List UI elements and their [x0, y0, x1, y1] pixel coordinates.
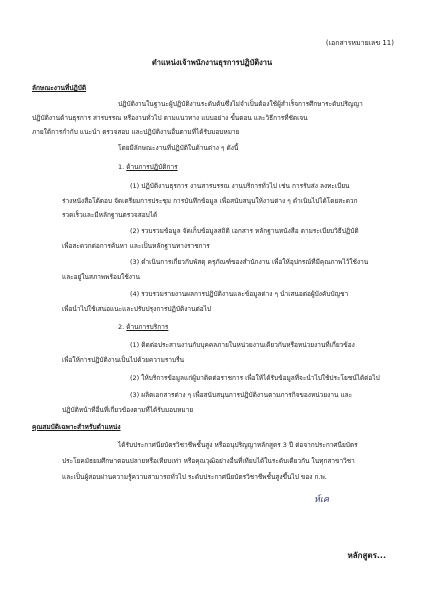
s1-item1-line3: รวดเร็วและมีหลักฐานตรวจสอบได้	[62, 211, 158, 219]
doc-number: (เอกสารหมายเลข 11)	[325, 39, 394, 47]
page-title: ตำแหน่งเจ้าพนักงานธุรการปฏิบัติงาน	[151, 58, 273, 67]
s2-item1-line2: เพื่อให้การปฏิบัติงานเป็นไปด้วยความราบรื่น	[62, 356, 185, 364]
section-2-number: 2.	[118, 323, 125, 331]
s1-item3-line2: และอยู่ในสภาพพร้อมใช้งาน	[62, 273, 140, 281]
intro-line-2: ปฏิบัติงานด้านธุรการ สารบรรณ หรืองานทั่วไป ตามแนวทาง แบบอย่าง ขั้นตอน และวิธีการที่ชัดเจน	[32, 114, 308, 122]
qual-line-1: ได้รับประกาศนียบัตรวิชาชีพชั้นสูง หรืออนุปริญญาหลักสูตร 3 ปี ต่อจากประกาศนียบัตร	[118, 441, 358, 449]
intro-line-3: ภายใต้การกำกับ แนะนำ ตรวจสอบ และปฏิบัติงานอื่นตามที่ได้รับมอบหมาย	[32, 128, 240, 136]
section-1-title: ด้านการปฏิบัติการ	[126, 163, 178, 171]
section-2-title: ด้านการบริการ	[126, 323, 169, 331]
intro-line-1: ปฏิบัติงานในฐานะผู้ปฏิบัติงานระดับต้นซึ่งไม่จำเป็นต้องใช้ผู้สำเร็จการศึกษาระดับปริญญา	[118, 100, 363, 108]
continuation-footer: หลักสูตร...	[347, 551, 386, 560]
section-1-heading	[118, 163, 178, 171]
qual-line-3: และเป็นผู้สอบผ่านความรู้ความสามารถทั่วไป ระดับประกาศนียบัตรวิชาชีพชั้นสูงขึ้นไป ของ ก.พ.	[62, 473, 327, 481]
s2-item3-line2: ปฏิบัติหน้าที่อื่นที่เกี่ยวข้องตามที่ได้รับมอบหมาย	[62, 406, 194, 414]
s1-item4-line1: (4) รวบรวมรายงานผลการปฏิบัติงานและข้อมูลต่าง ๆ นำเสนอต่อผู้บังคับบัญชา	[130, 290, 349, 298]
signature-initials: ห์เค	[314, 495, 330, 505]
s2-item1-line1: (1) ติดต่อประสานงานกับบุคคลภายในหน่วยงานเดียวกันหรือหน่วยงานที่เกี่ยวข้อง	[130, 341, 355, 349]
duties-summary: โดยมีลักษณะงานที่ปฏิบัติในด้านต่าง ๆ ดังนี้	[118, 144, 239, 152]
s1-item4-line2: เพื่อนำไปใช้เสนอแนะและปรับปรุงการปฏิบัติงานต่อไป	[62, 305, 212, 313]
s1-item3-line1: (3) ดำเนินการเกี่ยวกับพัสดุ ครุภัณฑ์ของสำนักงาน เพื่อให้อุปกรณ์ที่มีคุณภาพไว้ใช้งาน	[130, 258, 369, 266]
section-2-heading	[118, 323, 168, 331]
s2-item2-line1: (2) ให้บริการข้อมูลแก่ผู้มาติดต่อราชการ เพื่อให้ได้รับข้อมูลที่จะนำไปใช้ประโยชน์ได้ต่อไป	[130, 374, 380, 382]
s1-item1-line1: (1) ปฏิบัติงานธุรการ งานสารบรรณ งานบริการทั่วไป เช่น การรับส่ง ลงทะเบียน	[130, 182, 350, 190]
s2-item3-line1: (3) ผลิตเอกสารต่าง ๆ เพื่อสนับสนุนการปฏิบัติงานตามภารกิจของหน่วยงาน และ	[130, 391, 353, 399]
s1-item1-line2: ร่างหนังสือโต้ตอบ จัดเตรียมการประชุม การบันทึกข้อมูล เพื่อสนับสนุนให้งานต่าง ๆ ดำเนินไปได้โดยสะดวก	[62, 197, 358, 205]
qual-line-2: ประโยคมัธยมศึกษาตอนปลายหรือเทียบเท่า หรือคุณวุฒิอย่างอื่นที่เทียบได้ในระดับเดียวกัน ในทุกสาขาวิชา	[62, 457, 355, 465]
section-1-number: 1.	[118, 163, 125, 171]
s1-item2-line2: เพื่อสะดวกต่อการค้นหา และเป็นหลักฐานทางราชการ	[62, 242, 210, 250]
s1-item2-line1: (2) รวบรวมข้อมูล จัดเก็บข้อมูลสถิติ เอกสาร หลักฐานหนังสือ ตามระเบียบวิธีปฏิบัติ	[130, 227, 359, 235]
duties-heading: ลักษณะงานที่ปฏิบัติ	[32, 84, 87, 92]
qualifications-heading: คุณสมบัติเฉพาะสำหรับตำแหน่ง	[32, 423, 121, 431]
